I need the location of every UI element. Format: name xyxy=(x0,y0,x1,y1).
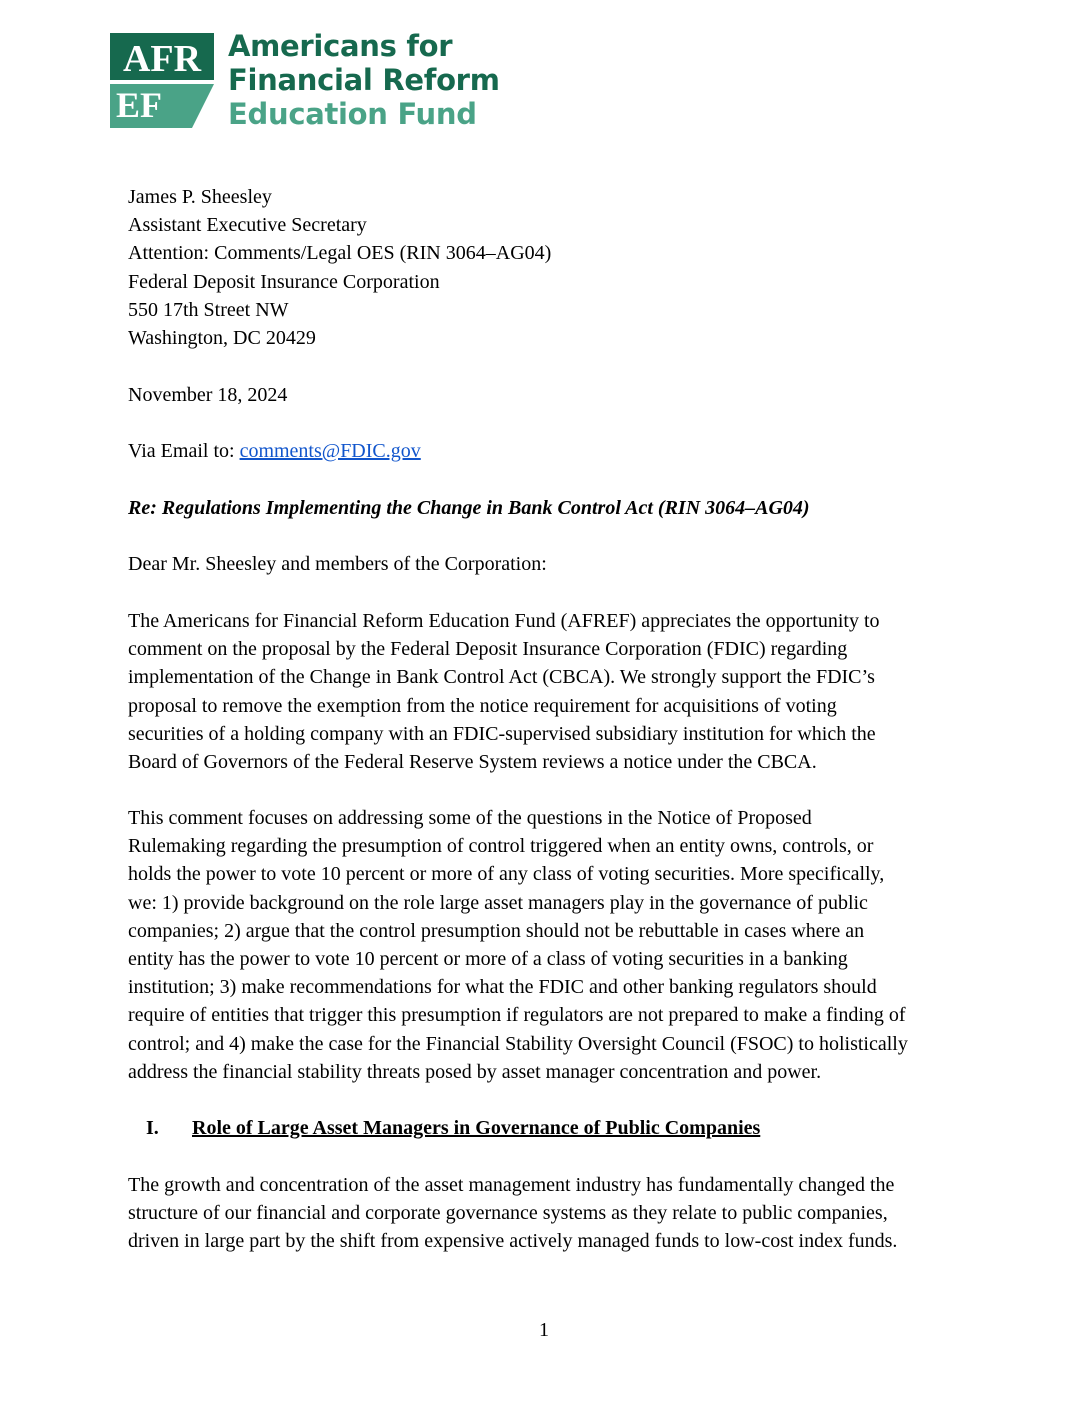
paragraph-line: entity has the power to vote 10 percent or more of a class of voting securities in a banking xyxy=(128,947,848,970)
address-line: Attention: Comments/Legal OES (RIN 3064–AG04) xyxy=(128,242,552,265)
paragraph-intro xyxy=(128,607,968,776)
paragraph-line: companies; 2) argue that the control presumption should not be rebuttable in cases where an xyxy=(128,919,865,942)
paragraph-focus xyxy=(128,804,968,1086)
section-number: I. xyxy=(146,1117,159,1139)
subject-line: Re: Regulations Implementing the Change in Bank Control Act (RIN 3064–AG04) xyxy=(128,497,810,519)
email-link[interactable]: comments@FDIC.gov xyxy=(239,440,421,462)
address-line: Washington, DC 20429 xyxy=(128,326,316,349)
paragraph-section-body xyxy=(128,1171,968,1256)
paragraph-line: Board of Governors of the Federal Reserve System reviews a notice under the CBCA. xyxy=(128,750,817,773)
paragraph-line: The Americans for Financial Reform Education Fund (AFREF) appreciates the opportunity to xyxy=(128,610,880,632)
logo-mark-top-text: AFR xyxy=(122,38,202,80)
address-line: James P. Sheesley xyxy=(128,186,272,208)
paragraph-line: structure of our financial and corporate governance systems as they relate to public companies, xyxy=(128,1202,888,1225)
via-email-line xyxy=(128,437,968,465)
paragraph-line: proposal to remove the exemption from the notice requirement for acquisitions of voting xyxy=(128,694,837,717)
paragraph-line: require of entities that trigger this presumption if regulators are not prepared to make a finding of xyxy=(128,1004,906,1027)
afref-logo xyxy=(110,29,500,131)
page-number: 1 xyxy=(539,1319,549,1341)
paragraph-line: institution; 3) make recommendations for what the FDIC and other banking regulators should xyxy=(128,976,877,999)
logo-line-3: Education Fund xyxy=(228,97,477,131)
address-line: 550 17th Street NW xyxy=(128,298,289,321)
via-email-label: Via Email to: xyxy=(128,440,240,462)
paragraph-line: implementation of the Change in Bank Control Act (CBCA). We strongly support the FDIC’s xyxy=(128,666,875,689)
afref-logo-mark-icon xyxy=(110,33,214,128)
paragraph-line: driven in large part by the shift from expensive actively managed funds to low-cost index funds. xyxy=(128,1230,898,1253)
logo-mark-bottom-text: EF xyxy=(116,85,163,125)
section-title: Role of Large Asset Managers in Governance of Public Companies xyxy=(192,1117,761,1139)
section-heading xyxy=(146,1114,760,1142)
address-line: Assistant Executive Secretary xyxy=(128,214,367,237)
recipient-address xyxy=(128,183,968,352)
paragraph-line: Rulemaking regarding the presumption of control triggered when an entity owns, controls, or xyxy=(128,835,874,858)
address-line: Federal Deposit Insurance Corporation xyxy=(128,270,440,293)
paragraph-line: control; and 4) make the case for the Financial Stability Oversight Council (FSOC) to holistically xyxy=(128,1032,908,1055)
paragraph-line: holds the power to vote 10 percent or more of any class of voting securities. More specifically, xyxy=(128,863,885,886)
logo-line-1: Americans for xyxy=(228,29,453,63)
paragraph-line: address the financial stability threats posed by asset manager concentration and power. xyxy=(128,1060,822,1083)
paragraph-line: securities of a holding company with an FDIC-supervised subsidiary institution for which the xyxy=(128,722,876,745)
paragraph-line: we: 1) provide background on the role large asset managers play in the governance of public xyxy=(128,891,868,914)
letter-date: November 18, 2024 xyxy=(128,384,288,406)
logo-wordmark xyxy=(228,29,500,131)
paragraph-line: comment on the proposal by the Federal Deposit Insurance Corporation (FDIC) regarding xyxy=(128,638,848,661)
logo-line-2: Financial Reform xyxy=(228,63,500,97)
paragraph-line: The growth and concentration of the asset management industry has fundamentally changed the xyxy=(128,1174,895,1196)
paragraph-line: This comment focuses on addressing some of the questions in the Notice of Proposed xyxy=(128,807,812,829)
salutation: Dear Mr. Sheesley and members of the Corporation: xyxy=(128,553,547,575)
